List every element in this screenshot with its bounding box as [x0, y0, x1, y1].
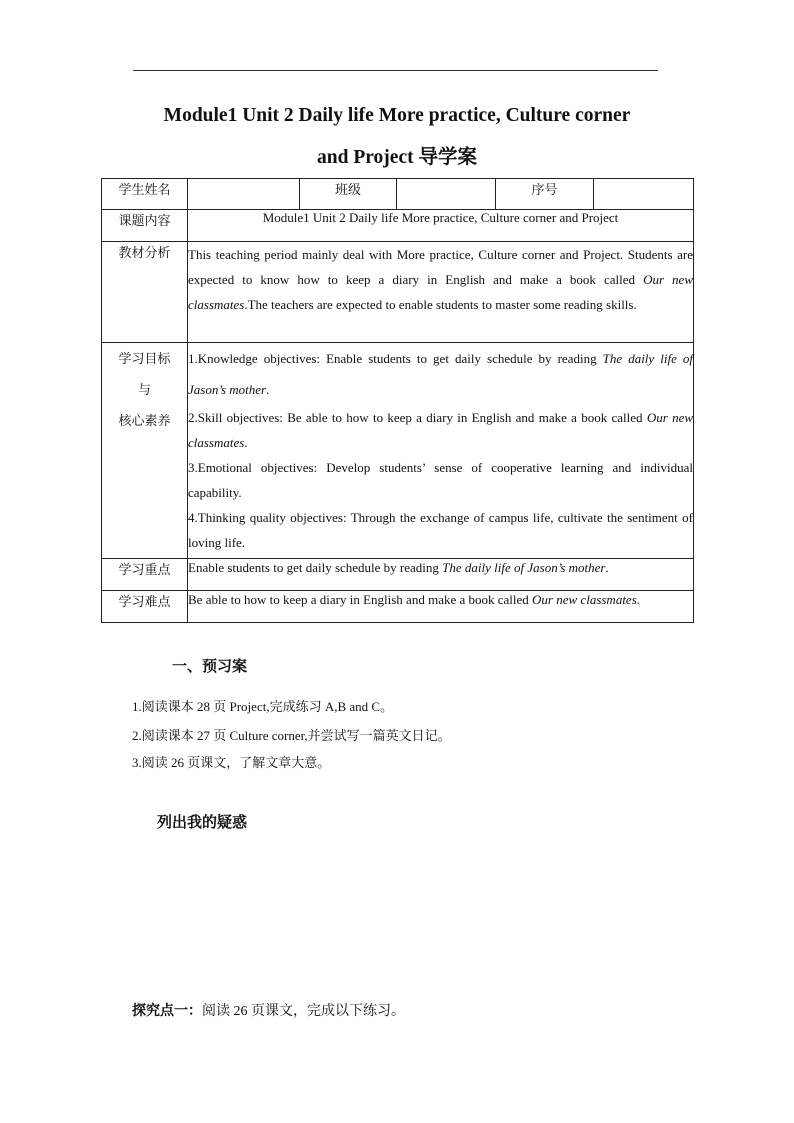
- preview-item: 2.阅读课本 27 页 Culture corner,并尝试写一篇英文日记。: [132, 728, 451, 743]
- doubts-heading: 列出我的疑惑: [157, 815, 248, 831]
- student-name-label: 学生姓名: [102, 179, 188, 210]
- analysis-text: This teaching period mainly deal with More practice, Culture corner and Project. Students are expected to know how to keep a diary in English and make a book called Our new classmates.The teachers are expected to enable students to master some reading skills.: [188, 242, 694, 343]
- table-row: [102, 179, 694, 210]
- analysis-label: 教材分析: [102, 242, 188, 343]
- preview-item: 1.阅读课本 28 页 Project,完成练习 A,B and C。: [132, 699, 394, 714]
- objective-skill: 2.Skill objectives: Be able to how to keep a diary in English and make a book called Our new classmates.: [188, 410, 694, 450]
- table-row: [102, 591, 694, 623]
- objectives-text: [188, 343, 694, 559]
- objective-thinking: 4.Thinking quality objectives: Through the exchange of campus life, cultivate the sentiment of loving life.: [188, 510, 693, 550]
- seat-number-field[interactable]: [594, 179, 694, 210]
- objective-knowledge: 1.Knowledge objectives: Enable students to get daily schedule by reading The daily life of Jason’s mother.: [188, 351, 693, 397]
- content-label: 课题内容: [102, 210, 188, 242]
- content-value: Module1 Unit 2 Daily life More practice, Culture corner and Project: [188, 210, 694, 242]
- explore-label: 探究点一：: [132, 1004, 202, 1019]
- table-row: [102, 343, 694, 559]
- seat-number-label: 序号: [496, 179, 594, 210]
- objectives-label: 学习目标 与 核心素养: [102, 343, 188, 559]
- key-point-text: Enable students to get daily schedule by reading The daily life of Jason’s mother.: [188, 559, 694, 591]
- header-rule: [133, 70, 658, 71]
- objective-emotional: 3.Emotional objectives: Develop students’ sense of cooperative learning and individual capability.: [188, 460, 693, 500]
- table-row: [102, 242, 694, 343]
- preview-item: 3.阅读 26 页课文，了解文章大意。: [132, 755, 331, 770]
- class-label: 班级: [300, 179, 397, 210]
- explore-text: 阅读 26 页课文，完成以下练习。: [202, 1004, 405, 1019]
- preview-heading: 一、预习案: [172, 659, 248, 675]
- lesson-info-table: [101, 178, 694, 623]
- class-field[interactable]: [397, 179, 496, 210]
- table-row: [102, 210, 694, 242]
- difficulty-label: 学习难点: [102, 591, 188, 623]
- table-row: [102, 559, 694, 591]
- document-title-line2: and Project 导学案: [317, 147, 477, 168]
- book-title: Our new classmates: [188, 272, 694, 312]
- difficulty-text: Be able to how to keep a diary in English and make a book called Our new classmates.: [188, 591, 694, 623]
- student-name-field[interactable]: [188, 179, 300, 210]
- explore-point: [132, 1000, 405, 1020]
- key-point-label: 学习重点: [102, 559, 188, 591]
- document-title-line1: Module1 Unit 2 Daily life More practice, Culture corner: [163, 105, 631, 126]
